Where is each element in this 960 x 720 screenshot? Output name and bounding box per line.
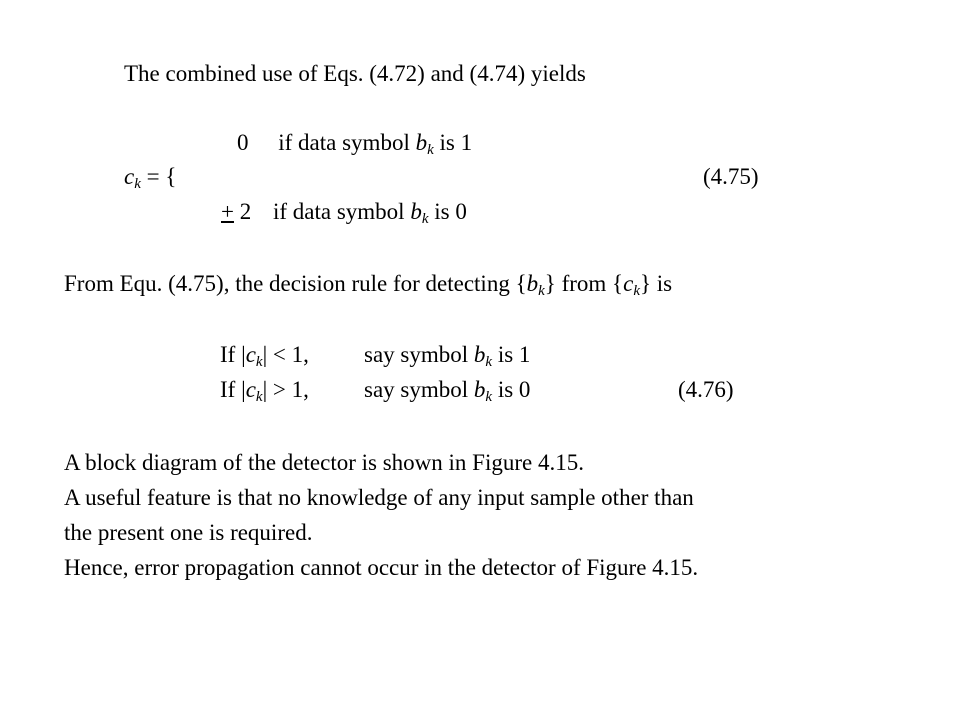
decision-sub-1: k [538,283,545,299]
eq-475-row2-pm: + [221,199,234,224]
rule-1-action-sub: k [485,354,493,370]
rule-1-action-var: b [473,342,486,367]
eq-475-row2-tail: is 0 [428,199,467,224]
decision-part2: } from { [544,271,624,296]
eq-475-row2-var: b [410,199,422,224]
rule-1-action-tail: is 1 [492,342,531,367]
eq-475-lhs-var: c [124,164,135,189]
para-line-3: the present one is required. [64,520,313,545]
eq-475-row1 [237,131,472,158]
rule-2-action-tail: is 0 [492,377,531,402]
rule-1-cond-a: If | [220,342,246,367]
rule-1-action-text: say symbol [364,342,474,367]
rule-2-action-sub: k [485,389,493,405]
para-line-1: A block diagram of the detector is shown in Figure 4.15. [64,450,584,475]
rule-2-cond-b: | > 1, [262,377,309,402]
eq-475-row2 [221,200,467,227]
rule-2-sub: k [255,389,263,405]
eq-475-row2-text: if data symbol [272,199,411,224]
rule-2-condition [220,378,309,405]
rule-2-var: c [245,377,256,402]
eq-475-lhs-sub: k [134,176,141,192]
eq-475-row2-value: 2 [233,199,252,224]
eq-475-row1-var: b [415,130,428,155]
decision-part3: } is [639,271,673,296]
rule-2-action-var: b [473,377,486,402]
decision-rule-text [64,272,672,299]
eq-475-row1-text: if data symbol [278,130,416,155]
rule-2-cond-a: If | [220,377,246,402]
decision-var-c: c [623,271,634,296]
eq-475-row1-value: 0 [237,130,249,155]
eq-475-lhs-rest: = { [140,164,177,189]
rule-2-action [364,378,530,405]
eq-475-lhs [124,165,176,192]
eq-475-row1-tail: is 1 [433,130,473,155]
eq-475-row2-sub: k [421,211,429,227]
eq-476-number: (4.76) [678,377,734,402]
rule-1-action [364,343,530,370]
rule-2-action-text: say symbol [364,377,474,402]
para-line-2: A useful feature is that no knowledge of any input sample other than [64,485,694,510]
eq-475-row1-sub: k [427,142,434,158]
rule-1-sub: k [255,354,263,370]
rule-1-condition [220,343,309,370]
decision-sub-2: k [633,283,640,299]
decision-var-b: b [526,271,539,296]
rule-1-cond-b: | < 1, [262,342,309,367]
para-line-4: Hence, error propagation cannot occur in the detector of Figure 4.15. [64,555,699,580]
eq-475-number: (4.75) [703,164,759,189]
decision-part1: From Equ. (4.75), the decision rule for detecting { [64,271,527,296]
intro-text: The combined use of Eqs. (4.72) and (4.74) yields [124,61,586,86]
rule-1-var: c [245,342,256,367]
